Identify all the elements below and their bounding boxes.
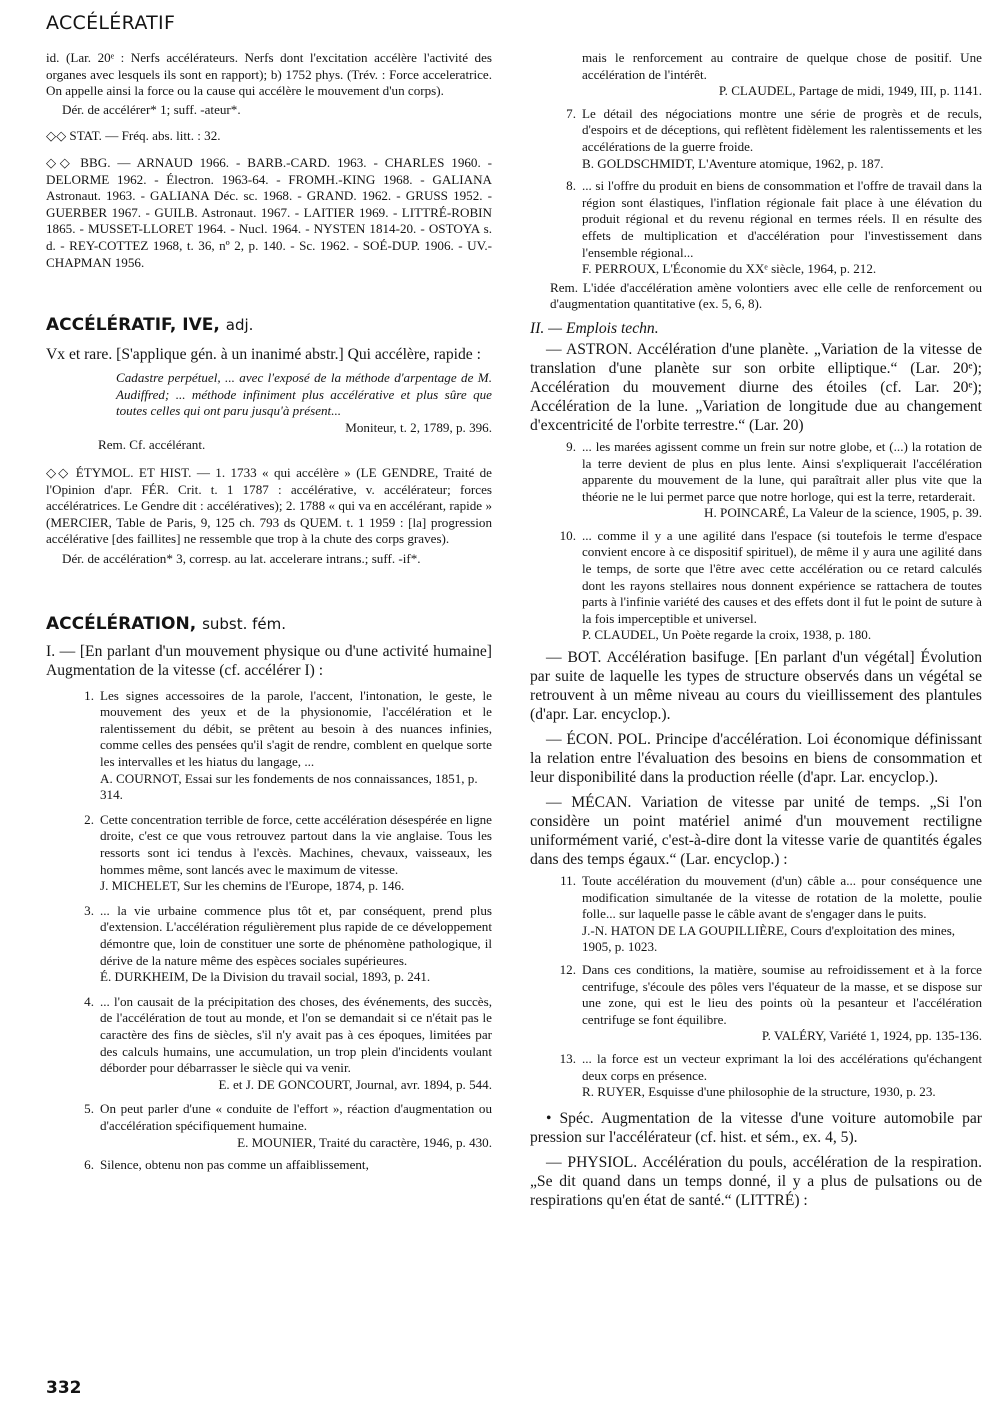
quotation-text: ... la vie urbaine commence plus tôt et, par conséquent, prend plus d'extension. L'accélération régulièrement plus rapide de ce développement démontre que, loin de constituer une sorte de phénomène pathologique, il dérive de la nature même des espèces sociales supérieures. bbox=[100, 902, 492, 968]
quotation-text: Dans ces conditions, la matière, soumise au refroidissement et à la force centrifuge, s'écoule des pôles vers l'équateur de la masse, et se dispose sur une zone, qui est le lieu des points où la pesanteur et l'accélération centrifuge se font équilibre. bbox=[582, 962, 982, 1027]
definition: I. — [En parlant d'un mouvement physique ou d'une activité humaine] Augmentation de la vitesse (cf. accélérer I) : bbox=[46, 642, 492, 679]
section-heading: II. — Emplois techn. bbox=[530, 319, 659, 337]
headword-acceleration bbox=[46, 614, 492, 634]
remark: Rem. L'idée d'accélération amène volontiers avec elle celle de renforcement ou d'augmentation quantitative (ex. 5, 6, 8). bbox=[550, 279, 982, 312]
quotation-block bbox=[46, 370, 492, 436]
quotation-text: Silence, obtenu non pas comme un affaiblissement, bbox=[100, 1157, 369, 1173]
quotation-source: P. CLAUDEL, Partage de midi, 1949, III, p. 1141. bbox=[718, 83, 982, 99]
quotation-item bbox=[74, 903, 492, 986]
quotation-number: 10. bbox=[559, 527, 576, 543]
quotation-source: E. et J. DE GONCOURT, Journal, avr. 1894, p. 544. bbox=[218, 1076, 492, 1092]
quotation-list bbox=[530, 106, 982, 278]
quotation-number: 7. bbox=[566, 105, 576, 121]
stat-line: ◇◇ STAT. — Fréq. abs. litt. : 32. bbox=[46, 128, 221, 144]
quotation-text: ... si l'offre du produit en biens de consommation et l'offre de travail dans la région sont élastiques, l'inflation régionale fait place à une élévation du produit régional et du revenu régional en termes réels. Il en résulte des effets de multiplication et d'accélération pour l'investissement dans l'ensemble régional... bbox=[582, 178, 982, 260]
derivation-note: Dér. de accélérer* 1; suff. -ateur*. bbox=[62, 101, 241, 117]
bibliography: ◇◇ BBG. — ARNAUD 1966. - BARB.-CARD. 1963. - CHARLES 1960. - DELORME 1962. - Électron. 1963-64. - FROMH.-KING 1968. - GALIANA Astronaut. 1963. - GALIANA Déc. sc. 1968. - GRAND. 1962. - GRUSS 1952. - GUERBER 1967. - GUILB. Astronaut. 1967. - LAITIER 1969. - LITTRÉ-ROBIN 1865. - MUSSET-LLORET 1964. - Nucl. 1964. - NYSTEN 1814-20. - OSTOYA s. d. - REY-COTTEZ 1968, t. 36, nº 2, p. 140. - Sc. 1962. - SOÉ-DUP. 1906. - UV.-CHAPMAN 1956. bbox=[46, 154, 492, 270]
quotation-item bbox=[556, 873, 982, 956]
etymology: ◇◇ ÉTYMOL. ET HIST. — 1. 1733 « qui accélère » (LE GENDRE, Traité de l'Opinion d'apr. FÉR. Crit. t. 1 1787 : accélérative, v. accélérateur; forces accélératrices. Le Gendre dit : accélératives); 2. 1788 « qui va en accélérant, rapide » (MERCIER, Table de Paris, 9, 125 ch. 793 ds QUEM. t. 1 1959 : [la] progression accélérative [des faillites] ne ressemble que trop à la chute des corps graves). bbox=[46, 465, 492, 547]
quotation-text: mais le renforcement au contraire de quelque chose de positif. Une accélération de l'intérêt. bbox=[582, 50, 982, 82]
definition: Vx et rare. [S'applique gén. à un inanimé abstr.] Qui accélère, rapide : bbox=[46, 346, 481, 364]
quotation-text: ... la force est un vecteur exprimant la loi des accélérations qu'échangent deux corps en présence. bbox=[582, 1050, 982, 1083]
quotation-source: B. GOLDSCHMIDT, L'Aventure atomique, 1962, p. 187. bbox=[582, 155, 884, 171]
quotation-list bbox=[46, 688, 492, 1174]
quotation-text: Cette concentration terrible de force, cette accélération désespérée en ligne droite, c'est ce que vous retrouvez partout dans la vie anglaise. Tous les ressorts sont ici tendus à l'excès. Machines, chevaux, vaisseaux, les hommes même, sont lancés avec le maximum de vitesse. bbox=[100, 811, 492, 877]
quotation-number: 13. bbox=[559, 1050, 576, 1066]
quotation-item bbox=[74, 994, 492, 1094]
quotation-item bbox=[556, 439, 982, 522]
quotation-number: 12. bbox=[559, 962, 576, 977]
quotation-text: ... les marées agissent comme un frein sur notre globe, et (...) la rotation de la terre devient de plus en plus lente. Ainsi s'expliquerait l'accélération apparente du mouvement de la lune, qui paraîtrait aller plus vite que la théorie ne le lui permet parce que notre horloge, qui est la terre, retarderait. bbox=[582, 438, 982, 504]
quotation-number: 1. bbox=[84, 687, 94, 703]
quotation-text: ... comme il y a une agilité dans l'espace (si toutefois le terme d'espace convient encore à ce dispositif spirituel), de même il y aura une agilité dans le temps, de sorte que l'être avec cette accélération ou ce retard calculés dont les rayons stellaires nous donnent expérience se rattachera de toutes parts à l'infinie variété des causes et des effets dont il fut le point de suture à la fois imperceptible et universel. bbox=[582, 527, 982, 626]
quotation-number: 4. bbox=[84, 993, 94, 1009]
quotation-source: A. COURNOT, Essai sur les fondements de nos connaissances, 1851, p. 314. bbox=[100, 770, 478, 803]
sense-botany: — BOT. Accélération basifuge. [En parlant d'un végétal] Évolution par suite de laquelle les types de structure observés dans un végétal se retrouvent à un même niveau au cours du vieillissement des plantules (d'apr. Lar. encyclop.). bbox=[530, 649, 982, 724]
quotation-continuation bbox=[530, 50, 982, 100]
quotation-number: 11. bbox=[560, 873, 576, 889]
headword-accelerative bbox=[46, 315, 492, 335]
quotation-item bbox=[74, 1101, 492, 1151]
quotation-number: 8. bbox=[566, 178, 576, 194]
quotation-item bbox=[556, 178, 982, 278]
quotation-text: Les signes accessoires de la parole, l'accent, l'intonation, le geste, le mouvement des yeux et de la physionomie, l'accélération et le ralentissement du débit, se prêtent au besoin à des nuances infinies, comme celles des pensées qu'il s'agit de rendre, comblent en quelque sorte les intervalles et les hiatus du langage, ... bbox=[100, 687, 492, 770]
quotation-item bbox=[74, 812, 492, 895]
quotation-source: P. CLAUDEL, Un Poète regarde la croix, 1938, p. 180. bbox=[582, 627, 872, 643]
quotation-text: Le détail des négociations montre une série de progrès et de reculs, d'espoirs et de déceptions, qui reflètent fidèlement les ralentissements et les accélérations de la guerre froide. bbox=[582, 105, 982, 154]
quotation-list bbox=[530, 439, 982, 644]
headword-text: ACCÉLÉRATIF, IVE, bbox=[46, 315, 220, 336]
quotation-list bbox=[530, 873, 982, 1101]
quotation-number: 3. bbox=[84, 902, 94, 918]
quotation-source: J.-N. HATON DE LA GOUPILLIÈRE, Cours d'exploitation des mines, 1905, p. 1023. bbox=[582, 922, 956, 955]
quotation-item bbox=[556, 1051, 982, 1101]
right-column bbox=[530, 50, 982, 1210]
quotation-item bbox=[556, 528, 982, 644]
quotation-number: 5. bbox=[84, 1101, 94, 1117]
quotation-item bbox=[556, 106, 982, 172]
quotation-source: É. DURKHEIM, De la Division du travail social, 1893, p. 241. bbox=[100, 969, 431, 985]
quotation-source: F. PERROUX, L'Économie du XXᵉ siècle, 1964, p. 212. bbox=[582, 261, 877, 277]
page-number: 332 bbox=[46, 1378, 82, 1398]
sense-specialized: • Spéc. Augmentation de la vitesse d'une voiture automobile par pression sur l'accélérateur (cf. hist. et sém., ex. 4, 5). bbox=[530, 1109, 982, 1146]
derivation-note: Dér. de accélération* 3, corresp. au lat. accelerare intrans.; suff. -if*. bbox=[62, 551, 421, 567]
entry-continuation: id. (Lar. 20ᵉ : Nerfs accélérateurs. Nerfs dont l'excitation accélère l'activité des organes avec lesquels ils sont en rapport); b) 1752 phys. (Trév. : Force acceleratrice. On appelle ainsi la force ou la cause qui accélère le mouvement d'un corps). bbox=[46, 50, 492, 99]
quotation-item bbox=[74, 688, 492, 804]
quotation-text: Cadastre perpétuel, ... avec l'exposé de la méthode d'arpentage de M. Audiffred; ... méthode infiniment plus accélérative et plus sûre que toutes celles qui ont paru jusqu'à présent... bbox=[116, 370, 492, 419]
headword-text: ACCÉLÉRATION, bbox=[46, 613, 197, 634]
quotation-item bbox=[74, 1157, 492, 1174]
quotation-number: 6. bbox=[84, 1157, 94, 1173]
quotation-source: J. MICHELET, Sur les chemins de l'Europe, 1874, p. 146. bbox=[100, 878, 405, 894]
sense-physiology: — PHYSIOL. Accélération du pouls, accélération de la respiration. „Se dit quand dans un temps donné, il y a plus de pulsations ou de respirations qu'en état de santé.“ (LITTRÉ) : bbox=[530, 1153, 982, 1209]
part-of-speech: subst. fém. bbox=[202, 614, 287, 633]
quotation-number: 2. bbox=[84, 811, 94, 827]
running-head: ACCÉLÉRATIF bbox=[46, 12, 176, 34]
quotation-source: P. VALÉRY, Variété 1, 1924, pp. 135-136. bbox=[761, 1028, 982, 1044]
quotation-source: Moniteur, t. 2, 1789, p. 396. bbox=[345, 419, 492, 435]
quotation-text: Toute accélération du mouvement (d'un) câble a... pour conséquence une modification simultanée de la vitesse de rotation de la molette, poulie folle... sur laquelle passe le câble avant de s'engager dans le puits. bbox=[582, 873, 982, 922]
sense-economics: — ÉCON. POL. Principe d'accélération. Loi économique définissant la relation entre l'évaluation des besoins en biens de consommation et leur disponibilité dans la production réelle (d'apr. Lar. encyclop.). bbox=[530, 731, 982, 787]
left-column bbox=[46, 50, 492, 1174]
quotation-source: R. RUYER, Esquisse d'une philosophie de la structure, 1930, p. 23. bbox=[582, 1084, 936, 1100]
quotation-text: ... l'on causait de la précipitation des choses, des événements, des succès, de l'accélération de tout au monde, et l'on se demandait si ce n'était pas le caractère des fins de siècles, s'il n'y avait pas à ces époques, limitées par des calculs humains, une accumulation, un trop plein d'incidents voulant déborder pour débarrasser le siècle qui va venir. bbox=[100, 993, 492, 1076]
remark: Rem. Cf. accélérant. bbox=[98, 436, 206, 452]
quotation-number: 9. bbox=[566, 438, 576, 454]
quotation-source: H. POINCARÉ, La Valeur de la science, 1905, p. 39. bbox=[704, 505, 982, 521]
quotation-text: On peut parler d'une « conduite de l'effort », réaction d'augmentation ou d'accélération spécifiquement humaine. bbox=[100, 1101, 492, 1133]
quotation-item bbox=[556, 962, 982, 1045]
part-of-speech: adj. bbox=[225, 316, 254, 335]
sense-astronomy: — ASTRON. Accélération d'une planète. „Variation de la vitesse de translation d'une planète sur son orbite elliptique.“ (Lar. 20ᵉ); Accélération du mouvement diurne des étoiles (cf. Lar. 20ᵉ); Accélération de la lune. „Variation de longitude due au changement d'excentricité de l'orbite terrestre.“ (Lar. 20) bbox=[530, 340, 982, 434]
quotation-source: E. MOUNIER, Traité du caractère, 1946, p. 430. bbox=[237, 1134, 492, 1150]
sense-mechanics: — MÉCAN. Variation de vitesse par unité de temps. „Si l'on considère un point matériel animé d'un mouvement rectiligne uniformément varié, c'est-à-dire dont la vitesse varie de quantités égales dans des temps égaux.“ (Lar. encyclop.) : bbox=[530, 794, 982, 869]
